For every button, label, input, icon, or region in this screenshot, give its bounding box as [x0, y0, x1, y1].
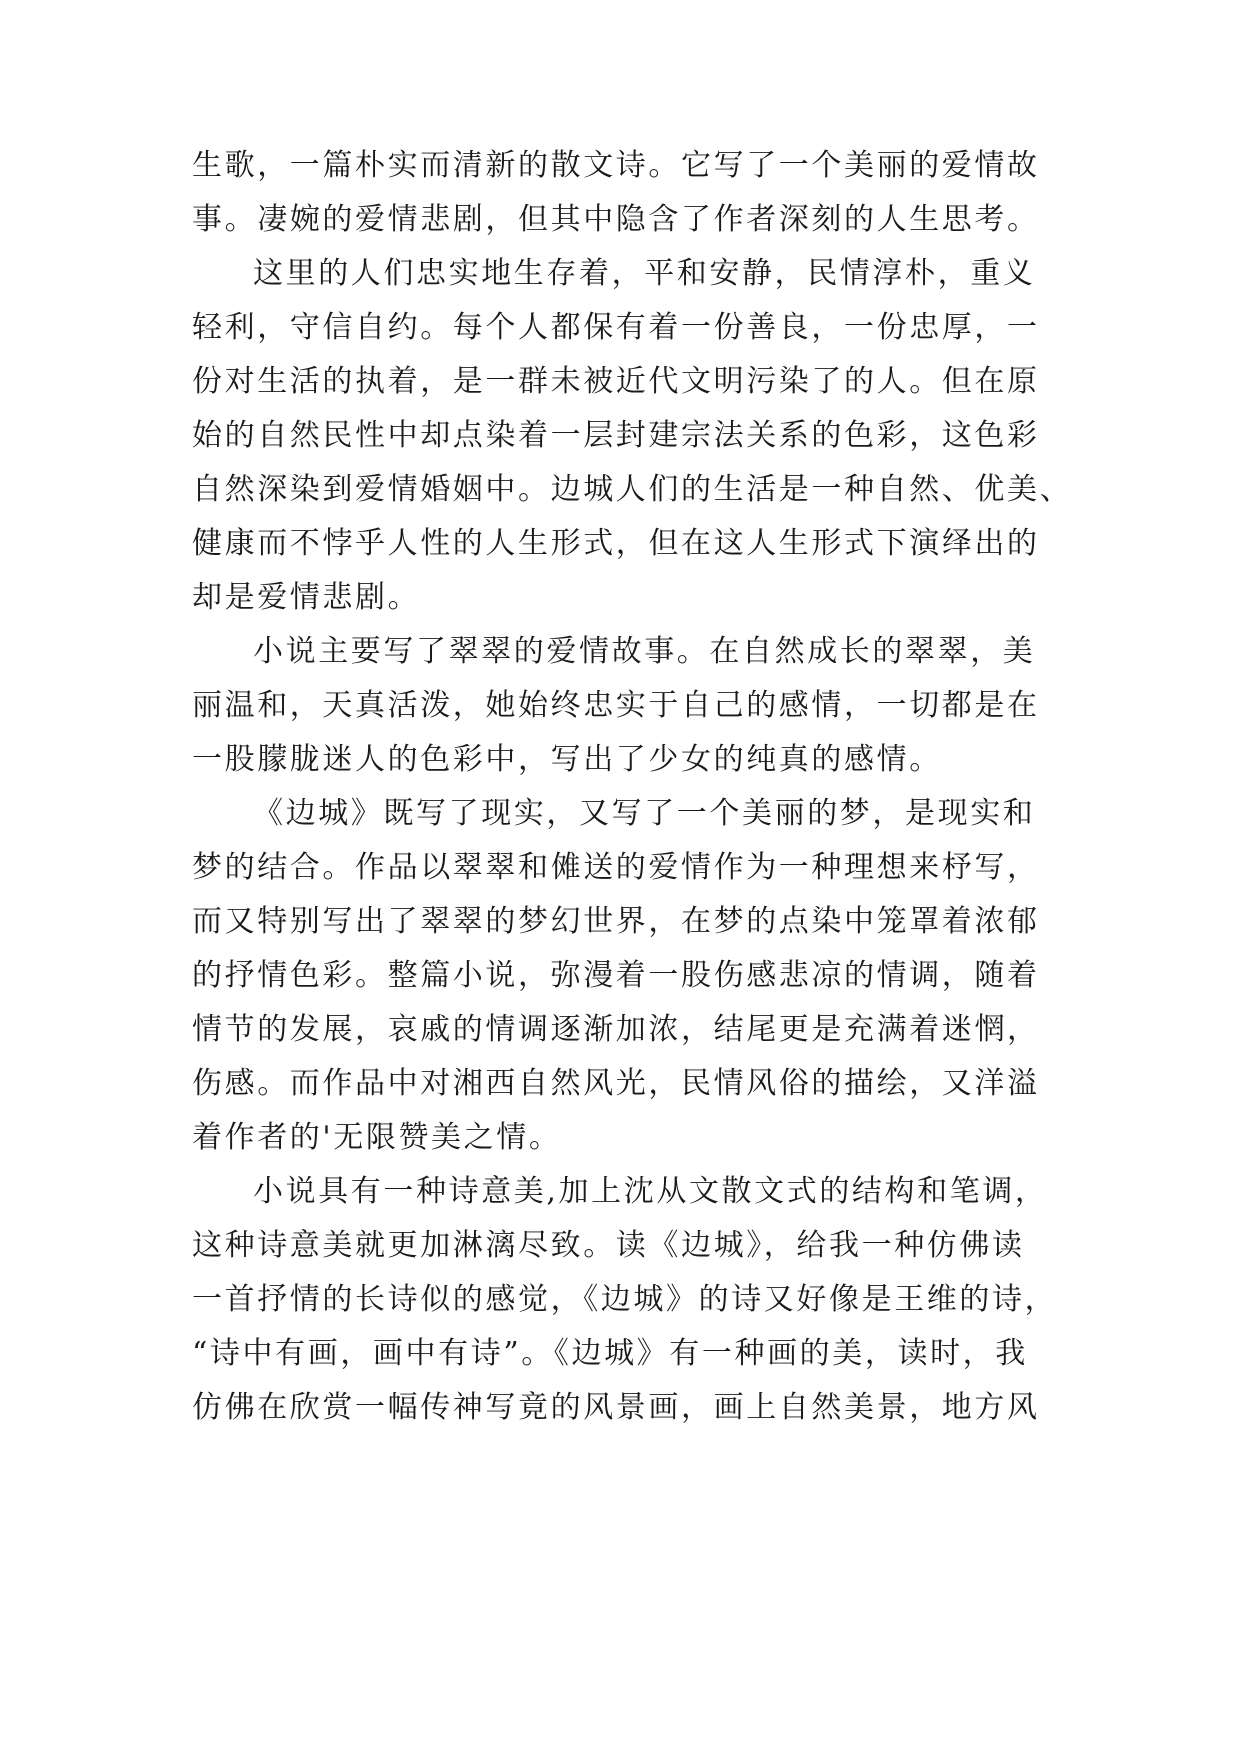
text-line: 健康而不悖乎人性的人生形式，但在这人生形式下演绎出的 — [192, 526, 1040, 561]
text-line: “诗中有画，画中有诗”。《边城》有一种画的美，读时，我 — [192, 1336, 1028, 1371]
paragraph-first-line: 这里的人们忠实地生存着，平和安静，民情淳朴，重义 — [253, 256, 1036, 291]
text-line: 这种诗意美就更加淋漓尽致。读《边城》，给我一种仿佛读 — [192, 1228, 1025, 1263]
text-line: 梦的结合。作品以翠翠和傩送的爱情作为一种理想来杼写， — [192, 850, 1040, 885]
text-line: 事。凄婉的爱情悲剧，但其中隐含了作者深刻的人生思考。 — [192, 202, 1040, 237]
text-line: 仿佛在欣赏一幅传神写竟的风景画，画上自然美景，地方风 — [192, 1390, 1040, 1425]
text-line: 自然深染到爱情婚姻中。边城人们的生活是一种自然、优美、 — [192, 472, 1073, 507]
text-line: 轻利，守信自约。每个人都保有着一份善良，一份忠厚，一 — [192, 310, 1040, 345]
text-line: 情节的发展，哀戚的情调逐渐加浓，结尾更是充满着迷惘， — [192, 1012, 1040, 1047]
text-line: 一股朦胧迷人的色彩中，写出了少女的纯真的感情。 — [192, 742, 942, 777]
paragraph-first-line: 《边城》既写了现实，又写了一个美丽的梦，是现实和 — [253, 796, 1036, 831]
text-line: 却是爱情悲剧。 — [192, 580, 421, 615]
text-line: 份对生活的执着，是一群未被近代文明污染了的人。但在原 — [192, 364, 1040, 399]
text-line: 一首抒情的长诗似的感觉，《边城》的诗又好像是王维的诗， — [192, 1282, 1058, 1317]
text-line: 而又特别写出了翠翠的梦幻世界，在梦的点染中笼罩着浓郁 — [192, 904, 1040, 939]
text-line: 始的自然民性中却点染着一层封建宗法关系的色彩，这色彩 — [192, 418, 1040, 453]
text-line: 着作者的'无限赞美之情。 — [192, 1120, 562, 1155]
text-line: 的抒情色彩。整篇小说，弥漫着一股伤感悲凉的情调，随着 — [192, 958, 1040, 993]
paragraph-first-line: 小说主要写了翠翠的爱情故事。在自然成长的翠翠，美 — [253, 634, 1036, 669]
text-line: 生歌，一篇朴实而清新的散文诗。它写了一个美丽的爱情故 — [192, 148, 1040, 183]
text-line: 伤感。而作品中对湘西自然风光，民情风俗的描绘，又洋溢 — [192, 1066, 1040, 1101]
text-line: 丽温和，天真活泼，她始终忠实于自己的感情，一切都是在 — [192, 688, 1040, 723]
paragraph-first-line: 小说具有一种诗意美,加上沈从文散文式的结构和笔调， — [253, 1174, 1048, 1209]
